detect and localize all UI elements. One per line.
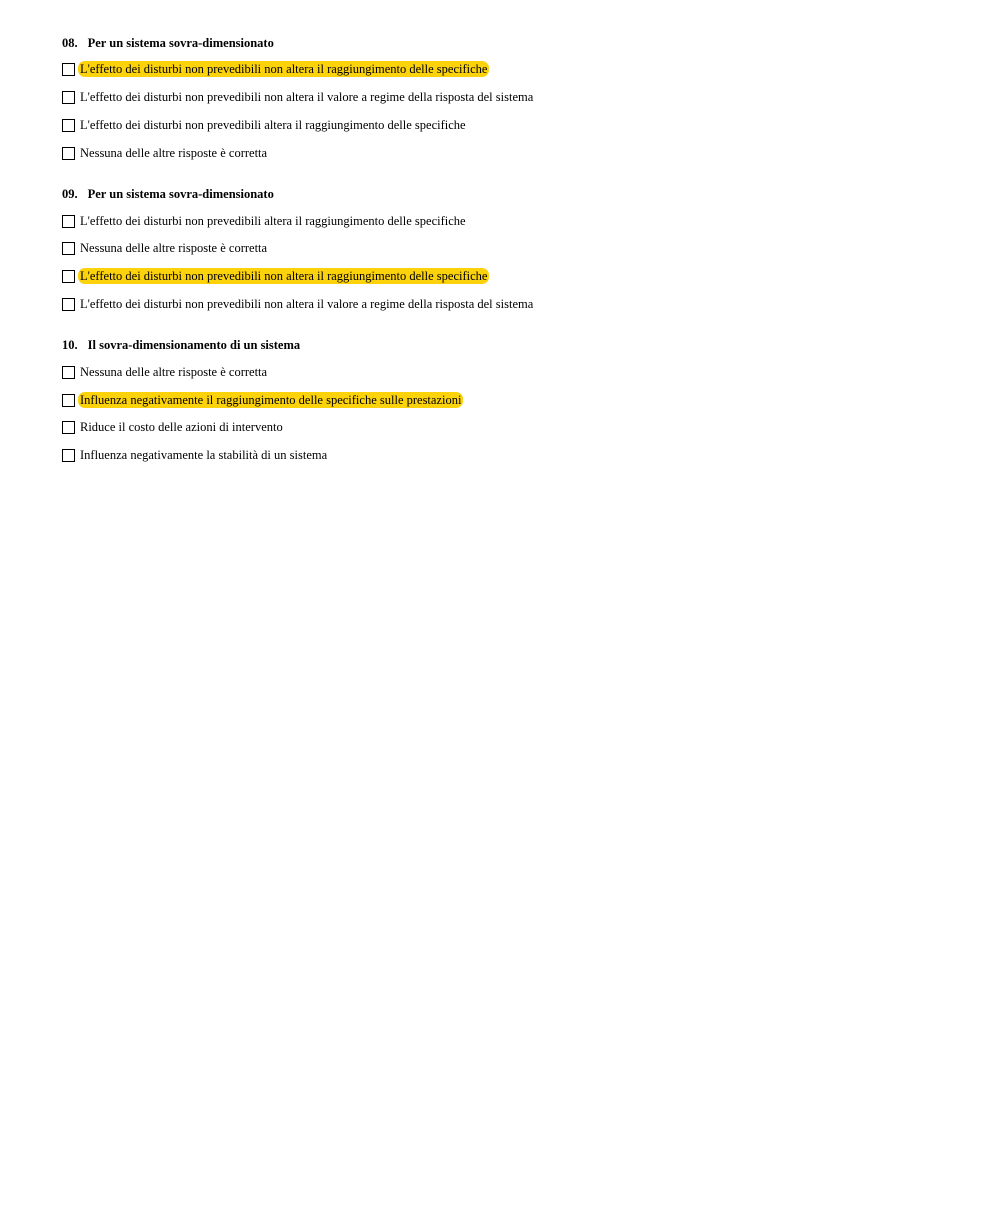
answer-checkbox[interactable]	[62, 63, 75, 76]
question-09	[62, 185, 962, 311]
question-heading	[62, 185, 962, 203]
option-10-b[interactable]	[62, 391, 463, 409]
answer-checkbox[interactable]	[62, 366, 75, 379]
option-09-c[interactable]	[62, 267, 489, 285]
question-heading	[62, 336, 962, 354]
option-label: Nessuna delle altre risposte è corretta	[80, 146, 268, 160]
option-09-a[interactable]	[62, 212, 468, 230]
question-text: Per un sistema sovra-dimensionato	[87, 36, 274, 50]
option-label: Riduce il costo delle azioni di intervento	[80, 420, 283, 434]
answer-checkbox[interactable]	[62, 147, 75, 160]
option-label: L'effetto dei disturbi non prevedibili non altera il raggiungimento delle specifiche	[80, 62, 488, 76]
answer-checkbox[interactable]	[62, 421, 75, 434]
option-08-d[interactable]	[62, 144, 269, 162]
question-text: Il sovra-dimensionamento di un sistema	[87, 338, 301, 352]
option-08-a[interactable]	[62, 60, 489, 78]
answer-checkbox[interactable]	[62, 298, 75, 311]
option-08-c[interactable]	[62, 116, 468, 134]
option-label: Influenza negativamente la stabilità di un sistema	[80, 448, 328, 462]
question-number: 09.	[62, 187, 78, 201]
answer-checkbox[interactable]	[62, 394, 75, 407]
option-10-d[interactable]	[62, 446, 329, 464]
question-10	[62, 336, 962, 462]
question-number: 10.	[62, 338, 78, 352]
option-10-a[interactable]	[62, 363, 269, 381]
question-text: Per un sistema sovra-dimensionato	[87, 187, 274, 201]
answer-checkbox[interactable]	[62, 449, 75, 462]
answer-checkbox[interactable]	[62, 119, 75, 132]
option-10-c[interactable]	[62, 418, 285, 436]
option-label: Influenza negativamente il raggiungimento delle specifiche sulle prestazioni	[80, 393, 462, 407]
option-label: L'effetto dei disturbi non prevedibili non altera il valore a regime della risposta del sistema	[80, 90, 534, 104]
question-08	[62, 34, 962, 160]
option-09-d[interactable]	[62, 295, 535, 313]
question-heading	[62, 34, 962, 52]
answer-checkbox[interactable]	[62, 270, 75, 283]
option-label: L'effetto dei disturbi non prevedibili non altera il raggiungimento delle specifiche	[80, 269, 488, 283]
option-label: Nessuna delle altre risposte è corretta	[80, 365, 268, 379]
answer-checkbox[interactable]	[62, 91, 75, 104]
option-label: L'effetto dei disturbi non prevedibili non altera il valore a regime della risposta del sistema	[80, 297, 534, 311]
option-label: Nessuna delle altre risposte è corretta	[80, 241, 268, 255]
question-number: 08.	[62, 36, 78, 50]
option-08-b[interactable]	[62, 88, 535, 106]
answer-checkbox[interactable]	[62, 215, 75, 228]
answer-checkbox[interactable]	[62, 242, 75, 255]
option-09-b[interactable]	[62, 239, 269, 257]
option-label: L'effetto dei disturbi non prevedibili altera il raggiungimento delle specifiche	[80, 118, 466, 132]
option-label: L'effetto dei disturbi non prevedibili altera il raggiungimento delle specifiche	[80, 214, 466, 228]
